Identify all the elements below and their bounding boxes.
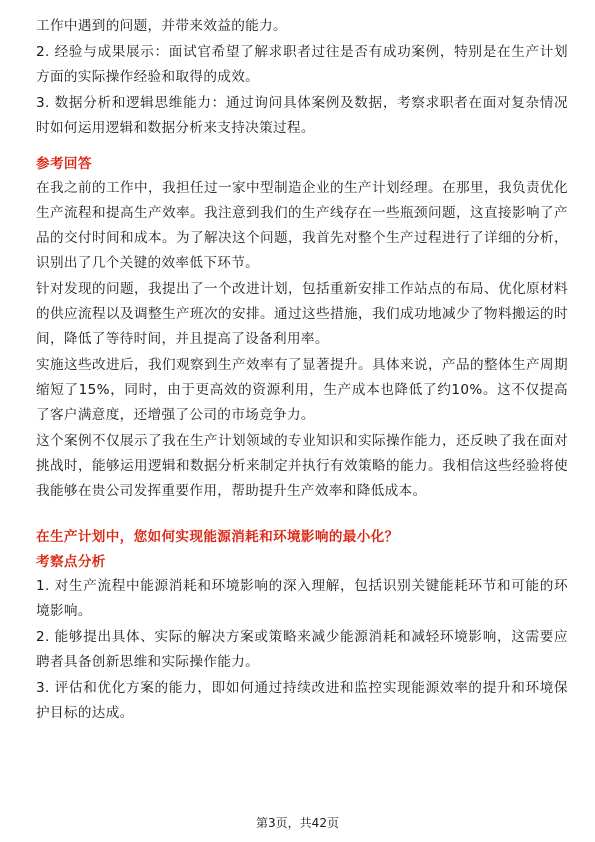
answer-paragraph: 针对发现的问题，我提出了一个改进计划，包括重新安排工作站点的布局、优化原材料的供应流程以及调整生产班次的安排。通过这些措施，我们成功地减少了物料搬运的时间，降低了等待时间，并且提高了设备利用率。 xyxy=(36,281,568,347)
analysis-point: 3. 评估和优化方案的能力，即如何通过持续改进和监控实现能源效率的提升和环境保护目标的达成。 xyxy=(36,680,568,721)
question-heading: 在生产计划中，您如何实现能源消耗和环境影响的最小化？ xyxy=(36,529,399,545)
answer-paragraph: 在我之前的工作中，我担任过一家中型制造企业的生产计划经理。在那里，我负责优化生产流程和提高生产效率。我注意到我们的生产线存在一些瓶颈问题，这直接影响了产品的交付时间和成本。为了解决这个问题，我首先对整个生产过程进行了详细的分析，识别出了几个关键的效率低下环节。 xyxy=(36,180,568,271)
answer-paragraph: 这个案例不仅展示了我在生产计划领域的专业知识和实际操作能力，还反映了我在面对挑战时，能够运用逻辑和数据分析来制定并执行有效策略的能力。我相信这些经验将使我能够在贵公司发挥重要作用，帮助提升生产效率和降低成本。 xyxy=(36,433,568,499)
answer-paragraph: 实施这些改进后，我们观察到生产效率有了显著提升。具体来说，产品的整体生产周期缩短了15%，同时，由于更高效的资源利用，生产成本也降低了约10%。这不仅提高了客户满意度，还增强了公司的市场竞争力。 xyxy=(36,357,568,423)
assessment-point: 2. 经验与成果展示：面试官希望了解求职者过往是否有成功案例，特别是在生产计划方面的实际操作经验和取得的成效。 xyxy=(36,44,568,85)
page-number: 第3页，共42页 xyxy=(256,816,339,830)
continuation-text: 工作中遇到的问题，并带来效益的能力。 xyxy=(36,18,287,34)
answer-heading: 参考回答 xyxy=(36,156,92,172)
analysis-point: 2. 能够提出具体、实际的解决方案或策略来减少能源消耗和减轻环境影响，这需要应聘者具备创新思维和实际操作能力。 xyxy=(36,629,568,670)
document-page xyxy=(36,14,568,727)
assessment-point: 3. 数据分析和逻辑思维能力：通过询问具体案例及数据，考察求职者在面对复杂情况时如何运用逻辑和数据分析来支持决策过程。 xyxy=(36,95,568,136)
analysis-heading: 考察点分析 xyxy=(36,554,106,570)
analysis-point: 1. 对生产流程中能源消耗和环境影响的深入理解，包括识别关键能耗环节和可能的环境影响。 xyxy=(36,578,568,619)
